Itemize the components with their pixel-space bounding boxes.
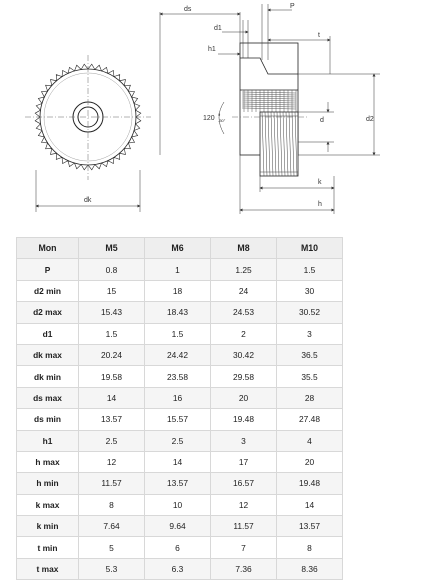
ds-label: ds (184, 6, 192, 13)
table-cell: 1.5 (79, 323, 145, 344)
d-label: d (320, 117, 324, 124)
table-cell: 15.43 (79, 302, 145, 323)
table-cell: 3 (277, 323, 343, 344)
table-cell: 1.25 (211, 259, 277, 280)
table-cell: 29.58 (211, 366, 277, 387)
table-cell: 23.58 (145, 366, 211, 387)
table-cell: 2 (211, 323, 277, 344)
table-cell: 8.36 (277, 558, 343, 579)
table-cell: 13.57 (79, 409, 145, 430)
table-cell: 12 (211, 494, 277, 515)
table-cell: 28 (277, 387, 343, 408)
table-cell: 1.5 (277, 259, 343, 280)
table-cell: 19.58 (79, 366, 145, 387)
table-cell: 12 (79, 451, 145, 472)
table-cell: 16 (145, 387, 211, 408)
table-cell: 20.24 (79, 344, 145, 365)
table-cell: 27.48 (277, 409, 343, 430)
table-row (17, 302, 343, 323)
table-row (17, 430, 343, 451)
row-label: d1 (17, 323, 79, 344)
table-cell: 3 (211, 430, 277, 451)
table-cell: 24.53 (211, 302, 277, 323)
h-label: h (318, 201, 322, 208)
table-row (17, 537, 343, 558)
header-m6: M6 (145, 238, 211, 259)
table-cell: 24.42 (145, 344, 211, 365)
table-cell: 20 (277, 451, 343, 472)
table-cell: 11.57 (79, 473, 145, 494)
table-row (17, 409, 343, 430)
table-row (17, 366, 343, 387)
table-cell: 1.5 (145, 323, 211, 344)
row-label: ds min (17, 409, 79, 430)
table-cell: 35.5 (277, 366, 343, 387)
table-row (17, 259, 343, 280)
table-cell: 8 (277, 537, 343, 558)
table-cell: 2.5 (145, 430, 211, 451)
table-cell: 18.43 (145, 302, 211, 323)
table-cell: 6 (145, 537, 211, 558)
table-cell: 2.5 (79, 430, 145, 451)
row-label: d2 max (17, 302, 79, 323)
table-cell: 36.5 (277, 344, 343, 365)
table-cell: 13.57 (145, 473, 211, 494)
row-label: h1 (17, 430, 79, 451)
table-cell: 5 (79, 537, 145, 558)
row-label: d2 min (17, 280, 79, 301)
table-row (17, 280, 343, 301)
row-label: dk max (17, 344, 79, 365)
table-cell: 5.3 (79, 558, 145, 579)
table-cell: 30.42 (211, 344, 277, 365)
table-row (17, 516, 343, 537)
table-cell: 7 (211, 537, 277, 558)
table-cell: 30.52 (277, 302, 343, 323)
table-cell: 7.64 (79, 516, 145, 537)
table-cell: 18 (145, 280, 211, 301)
row-label: ds max (17, 387, 79, 408)
angle-label: 120 (203, 115, 215, 122)
header-m10: M10 (277, 238, 343, 259)
table-cell: 16.57 (211, 473, 277, 494)
table-row (17, 558, 343, 579)
row-label: h min (17, 473, 79, 494)
table-cell: 17 (211, 451, 277, 472)
table-row (17, 344, 343, 365)
table-cell: 11.57 (211, 516, 277, 537)
h1-label: h1 (208, 46, 216, 53)
table-row (17, 473, 343, 494)
table-header-row (17, 238, 343, 259)
front-view (25, 55, 151, 212)
table-cell: 6.3 (145, 558, 211, 579)
row-label: h max (17, 451, 79, 472)
table-cell: 24 (211, 280, 277, 301)
dk-label: dk (84, 197, 92, 204)
table-cell: 19.48 (277, 473, 343, 494)
row-label: P (17, 259, 79, 280)
table-cell: 19.48 (211, 409, 277, 430)
header-mon: Mon (17, 238, 79, 259)
table-row (17, 323, 343, 344)
table-cell: 13.57 (277, 516, 343, 537)
row-label: t max (17, 558, 79, 579)
row-label: dk min (17, 366, 79, 387)
table-cell: 10 (145, 494, 211, 515)
table-cell: 4 (277, 430, 343, 451)
row-label: k min (17, 516, 79, 537)
table-row (17, 494, 343, 515)
k-label: k (318, 179, 322, 186)
table-cell: 7.36 (211, 558, 277, 579)
row-label: k max (17, 494, 79, 515)
table-row (17, 387, 343, 408)
table-cell: 1 (145, 259, 211, 280)
header-m5: M5 (79, 238, 145, 259)
table-cell: 9.64 (145, 516, 211, 537)
row-label: t min (17, 537, 79, 558)
technical-drawing (0, 0, 430, 225)
table-cell: 30 (277, 280, 343, 301)
p-label: P (290, 3, 295, 10)
table-cell: 20 (211, 387, 277, 408)
table-row (17, 451, 343, 472)
header-m8: M8 (211, 238, 277, 259)
t-label: t (318, 32, 320, 39)
d2-label: d2 (366, 116, 374, 123)
table-cell: 14 (277, 494, 343, 515)
side-view (160, 3, 380, 214)
dimension-table (16, 237, 343, 580)
table-cell: 14 (145, 451, 211, 472)
d1-label: d1 (214, 25, 222, 32)
angle-tol-bottom: -30° (218, 118, 226, 123)
table-cell: 8 (79, 494, 145, 515)
table-cell: 15 (79, 280, 145, 301)
angle-tol-top: 0 (218, 112, 221, 117)
table-cell: 14 (79, 387, 145, 408)
table-cell: 15.57 (145, 409, 211, 430)
table-cell: 0.8 (79, 259, 145, 280)
